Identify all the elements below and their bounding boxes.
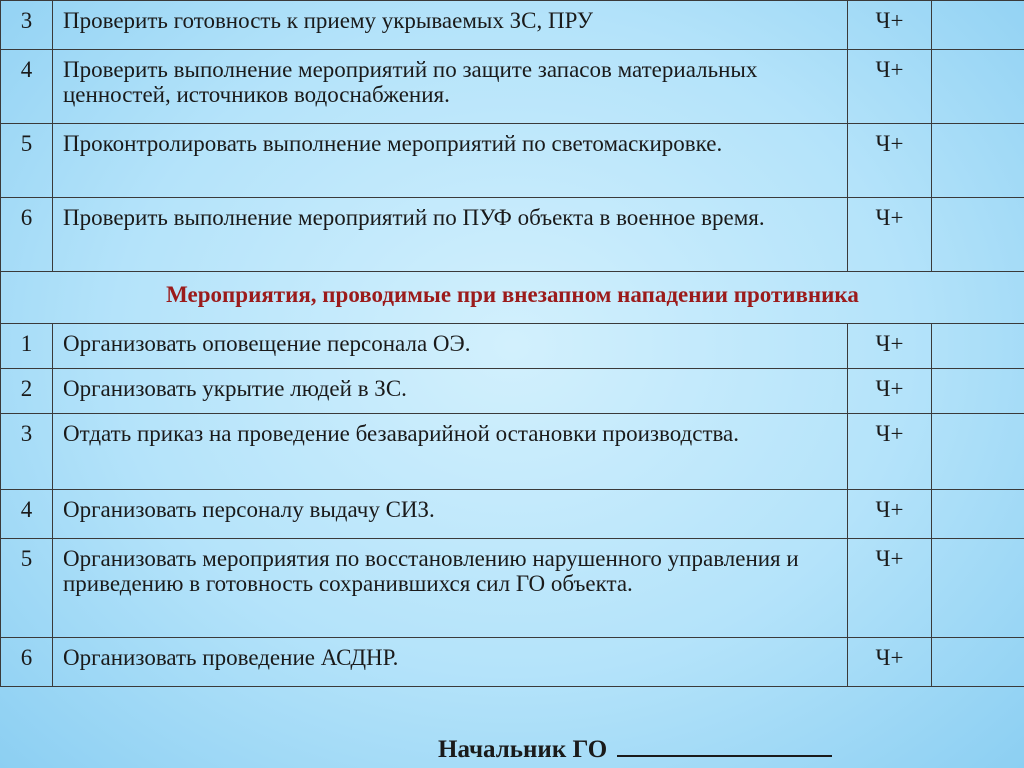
table-row <box>1 490 1024 539</box>
row-text: Организовать оповещение персонала ОЭ. <box>53 324 848 369</box>
table-row <box>1 539 1024 638</box>
row-empty-cell <box>932 369 1024 414</box>
row-number: 1 <box>1 324 53 369</box>
row-mark: Ч+ <box>848 1 932 50</box>
row-empty-cell <box>932 324 1024 369</box>
signature-block <box>438 733 832 764</box>
row-mark: Ч+ <box>848 490 932 539</box>
table-row <box>1 1 1024 50</box>
row-empty-cell <box>932 124 1024 198</box>
row-empty-cell <box>932 638 1024 687</box>
table-row <box>1 50 1024 124</box>
row-mark: Ч+ <box>848 324 932 369</box>
row-text: Организовать укрытие людей в ЗС. <box>53 369 848 414</box>
row-number: 5 <box>1 539 53 638</box>
table-row <box>1 124 1024 198</box>
table-row <box>1 638 1024 687</box>
row-mark: Ч+ <box>848 198 932 272</box>
row-text: Проверить готовность к приему укрываемых ЗС, ПРУ <box>53 1 848 50</box>
row-mark: Ч+ <box>848 124 932 198</box>
table-row <box>1 198 1024 272</box>
row-text: Организовать персоналу выдачу СИЗ. <box>53 490 848 539</box>
row-number: 4 <box>1 50 53 124</box>
row-mark: Ч+ <box>848 414 932 490</box>
row-number: 5 <box>1 124 53 198</box>
section-row <box>1 272 1024 324</box>
row-empty-cell <box>932 1 1024 50</box>
row-mark: Ч+ <box>848 50 932 124</box>
row-text: Организовать мероприятия по восстановлению нарушенного управления и приведению в готовность сохранившихся сил ГО объекта. <box>53 539 848 638</box>
row-mark: Ч+ <box>848 539 932 638</box>
row-number: 3 <box>1 1 53 50</box>
row-empty-cell <box>932 539 1024 638</box>
row-empty-cell <box>932 50 1024 124</box>
row-text: Проверить выполнение мероприятий по ПУФ объекта в военное время. <box>53 198 848 272</box>
row-mark: Ч+ <box>848 369 932 414</box>
row-text: Организовать проведение АСДНР. <box>53 638 848 687</box>
table-row <box>1 414 1024 490</box>
row-number: 6 <box>1 638 53 687</box>
row-number: 3 <box>1 414 53 490</box>
signature-line <box>617 733 832 757</box>
table-row <box>1 369 1024 414</box>
row-mark: Ч+ <box>848 638 932 687</box>
table-row <box>1 324 1024 369</box>
row-text: Проверить выполнение мероприятий по защите запасов материальных ценностей, источников водоснабжения. <box>53 50 848 124</box>
row-empty-cell <box>932 490 1024 539</box>
row-text: Проконтролировать выполнение мероприятий по светомаскировке. <box>53 124 848 198</box>
row-number: 6 <box>1 198 53 272</box>
row-empty-cell <box>932 414 1024 490</box>
row-number: 2 <box>1 369 53 414</box>
section-title: Мероприятия, проводимые при внезапном нападении противника <box>1 272 1024 324</box>
row-empty-cell <box>932 198 1024 272</box>
signature-label: Начальник ГО <box>438 736 608 763</box>
row-number: 4 <box>1 490 53 539</box>
row-text: Отдать приказ на проведение безаварийной остановки производства. <box>53 414 848 490</box>
